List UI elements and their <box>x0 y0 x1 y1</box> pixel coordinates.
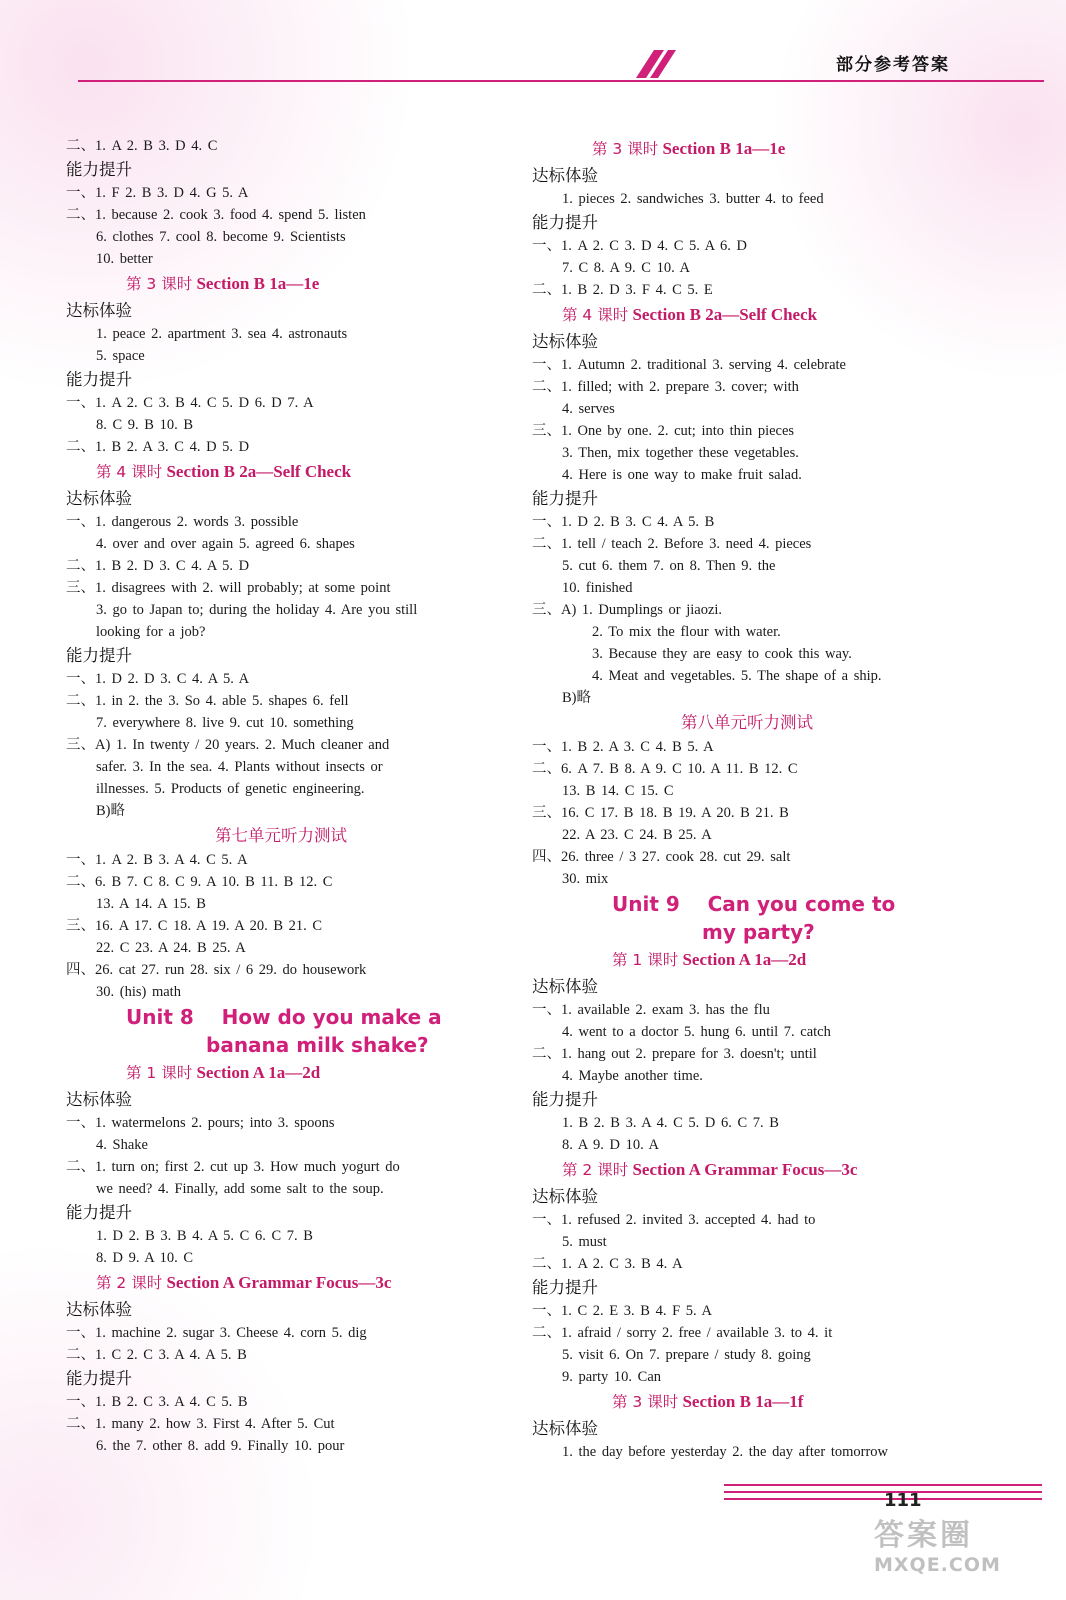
section-heading: 达标体验 <box>532 1419 598 1438</box>
answer-line: 一、1. watermelons 2. pours; into 3. spoons <box>66 1115 335 1131</box>
answer-line: 5. space <box>96 348 145 364</box>
answer-line: B)略 <box>562 690 591 706</box>
lesson-section: Section A 1a—2d <box>196 1063 321 1082</box>
answer-line: 二、1. afraid / sorry 2. free / available 3. to 4. it <box>532 1325 833 1341</box>
answer-line: 一、1. Autumn 2. traditional 3. serving 4. celebrate <box>532 357 846 373</box>
section-heading: 达标体验 <box>66 1090 132 1109</box>
answer-line: 7. C 8. A 9. C 10. A <box>562 260 691 276</box>
lesson-section: Section A 1a—2d <box>682 950 807 969</box>
footer-rules <box>724 1484 1042 1505</box>
lesson-section: Section B 2a—Self Check <box>166 462 352 481</box>
answer-line: 13. B 14. C 15. C <box>562 783 674 799</box>
answer-line: 二、6. A 7. B 8. A 9. C 10. A 11. B 12. C <box>532 761 798 777</box>
answer-line: 10. better <box>96 251 153 267</box>
answer-line: 8. C 9. B 10. B <box>96 417 194 433</box>
answer-line: 四、26. three / 3 27. cook 28. cut 29. salt <box>532 849 791 865</box>
lesson-section: Section B 2a—Self Check <box>632 305 818 324</box>
answer-line: 一、1. B 2. A 3. C 4. B 5. A <box>532 739 714 755</box>
answer-line: 6. the 7. other 8. add 9. Finally 10. pour <box>96 1438 345 1454</box>
answer-line: 5. must <box>562 1234 607 1250</box>
unit-title: banana milk shake? <box>206 1033 429 1057</box>
answer-line: 一、1. B 2. C 3. A 4. C 5. B <box>66 1394 248 1410</box>
answer-line: 三、A) 1. Dumplings or jiaozi. <box>532 602 723 618</box>
answer-line: we need? 4. Finally, add some salt to the soup. <box>96 1181 384 1197</box>
left-column <box>66 135 496 1457</box>
answer-line: 一、1. A 2. C 3. B 4. C 5. D 6. D 7. A <box>66 395 314 411</box>
lesson-section: Section A Grammar Focus—3c <box>166 1273 392 1292</box>
answer-line: 一、1. D 2. D 3. C 4. A 5. A <box>66 671 250 687</box>
answer-line: 13. A 14. A 15. B <box>96 896 206 912</box>
lesson-heading <box>532 135 962 163</box>
watermark-top-text: 答案圈 <box>874 1518 973 1553</box>
answer-line: 一、1. refused 2. invited 3. accepted 4. had to <box>532 1212 816 1228</box>
answer-line: safer. 3. In the sea. 4. Plants without insects or <box>96 759 383 775</box>
answer-line: 二、1. filled; with 2. prepare 3. cover; with <box>532 379 799 395</box>
answer-line: 4. went to a doctor 5. hung 6. until 7. catch <box>562 1024 831 1040</box>
answer-line: 5. visit 6. On 7. prepare / study 8. going <box>562 1347 811 1363</box>
answer-line: 二、1. tell / teach 2. Before 3. need 4. pieces <box>532 536 812 552</box>
answer-line: 4. over and over again 5. agreed 6. shapes <box>96 536 355 552</box>
answer-line: 一、1. D 2. B 3. C 4. A 5. B <box>532 514 715 530</box>
lesson-heading <box>66 458 496 486</box>
section-heading: 能力提升 <box>532 1090 598 1109</box>
answer-line: 22. C 23. A 24. B 25. A <box>96 940 246 956</box>
watermark-bottom-text: MXQE.COM <box>874 1554 1001 1576</box>
lesson-number: 第 1 课时 <box>612 951 679 969</box>
section-heading: 能力提升 <box>66 1203 132 1222</box>
answer-line: 二、1. turn on; first 2. cut up 3. How much yogurt do <box>66 1159 400 1175</box>
answer-line: 30. (his) math <box>96 984 181 1000</box>
answer-line: 30. mix <box>562 871 609 887</box>
answer-line: 一、1. F 2. B 3. D 4. G 5. A <box>66 185 249 201</box>
lesson-section: Section A Grammar Focus—3c <box>632 1160 858 1179</box>
answer-line: 22. A 23. C 24. B 25. A <box>562 827 712 843</box>
lesson-number: 第 3 课时 <box>612 1393 679 1411</box>
answer-line: 二、1. in 2. the 3. So 4. able 5. shapes 6. fell <box>66 693 349 709</box>
section-heading: 能力提升 <box>66 1369 132 1388</box>
answer-line: 6. clothes 7. cool 8. become 9. Scientists <box>96 229 346 245</box>
lesson-section: Section B 1a—1f <box>682 1392 804 1411</box>
section-heading: 达标体验 <box>532 977 598 996</box>
answer-line: 3. Then, mix together these vegetables. <box>562 445 799 461</box>
answer-line: 二、1. hang out 2. prepare for 3. doesn't; until <box>532 1046 817 1062</box>
lesson-heading <box>66 1059 496 1087</box>
answer-line: 三、16. A 17. C 18. A 19. A 20. B 21. C <box>66 918 323 934</box>
lesson-section: Section B 1a—1e <box>662 139 786 158</box>
section-heading: 达标体验 <box>532 1187 598 1206</box>
lesson-section: Section B 1a—1e <box>196 274 320 293</box>
section-heading: 能力提升 <box>66 646 132 665</box>
answer-line: 4. serves <box>562 401 615 417</box>
answer-line: 1. D 2. B 3. B 4. A 5. C 6. C 7. B <box>96 1228 313 1244</box>
answer-line: 4. Maybe another time. <box>562 1068 703 1084</box>
unit-title: Unit 9 Can you come to <box>612 892 896 916</box>
answer-line: 10. finished <box>562 580 633 596</box>
lesson-number: 第 4 课时 <box>96 463 163 481</box>
answer-line: 二、1. A 2. C 3. B 4. A <box>532 1256 683 1272</box>
answer-line: 二、1. B 2. A 3. C 4. D 5. D <box>66 439 250 455</box>
answer-line: 8. A 9. D 10. A <box>562 1137 660 1153</box>
answer-line: 四、26. cat 27. run 28. six / 6 29. do housework <box>66 962 367 978</box>
answer-line: 4. Meat and vegetables. 5. The shape of a ship. <box>592 668 882 684</box>
listening-test-heading: 第七单元听力测试 <box>215 826 347 845</box>
lesson-heading <box>532 1156 962 1184</box>
answer-line: illnesses. 5. Products of genetic engineering. <box>96 781 365 797</box>
section-heading: 达标体验 <box>532 166 598 185</box>
right-column <box>532 135 962 1463</box>
answer-line: 4. Shake <box>96 1137 148 1153</box>
section-heading: 能力提升 <box>532 213 598 232</box>
answer-line: 三、1. One by one. 2. cut; into thin pieces <box>532 423 795 439</box>
answer-line: 一、1. dangerous 2. words 3. possible <box>66 514 299 530</box>
answer-line: 二、1. B 2. D 3. F 4. C 5. E <box>532 282 713 298</box>
answer-line: 二、1. many 2. how 3. First 4. After 5. Cut <box>66 1416 335 1432</box>
section-heading: 能力提升 <box>532 489 598 508</box>
answer-line: 8. D 9. A 10. C <box>96 1250 194 1266</box>
lesson-heading <box>66 270 496 298</box>
section-heading: 达标体验 <box>66 301 132 320</box>
answer-line: B)略 <box>96 803 125 819</box>
answer-line: 1. pieces 2. sandwiches 3. butter 4. to feed <box>562 191 824 207</box>
answer-line: 三、A) 1. In twenty / 20 years. 2. Much cleaner and <box>66 737 390 753</box>
answer-line: 3. Because they are easy to cook this way. <box>592 646 852 662</box>
unit-title: my party? <box>702 920 815 944</box>
watermark-logo <box>874 1510 1046 1598</box>
answer-line: 一、1. available 2. exam 3. has the flu <box>532 1002 770 1018</box>
answer-line: 一、1. A 2. B 3. A 4. C 5. A <box>66 852 248 868</box>
header-slash-decoration <box>626 50 676 78</box>
lesson-heading <box>66 1269 496 1297</box>
unit-title: Unit 8 How do you make a <box>126 1005 442 1029</box>
answer-line: 2. To mix the flour with water. <box>592 624 781 640</box>
lesson-heading <box>532 946 962 974</box>
answer-line: 4. Here is one way to make fruit salad. <box>562 467 802 483</box>
lesson-number: 第 3 课时 <box>592 140 659 158</box>
answer-line: 一、1. C 2. E 3. B 4. F 5. A <box>532 1303 712 1319</box>
lesson-number: 第 4 课时 <box>562 306 629 324</box>
lesson-number: 第 1 课时 <box>126 1064 193 1082</box>
section-heading: 能力提升 <box>66 160 132 179</box>
answer-line: 9. party 10. Can <box>562 1369 662 1385</box>
answer-line: 二、1. A 2. B 3. D 4. C <box>66 138 218 154</box>
answer-line: 1. the day before yesterday 2. the day after tomorrow <box>562 1444 889 1460</box>
answer-line: 一、1. machine 2. sugar 3. Cheese 4. corn 5. dig <box>66 1325 367 1341</box>
lesson-number: 第 2 课时 <box>96 1274 163 1292</box>
answer-line: 3. go to Japan to; during the holiday 4. Are you still <box>96 602 418 618</box>
section-heading: 达标体验 <box>66 489 132 508</box>
section-heading: 达标体验 <box>532 332 598 351</box>
lesson-number: 第 2 课时 <box>562 1161 629 1179</box>
answer-line: 一、1. A 2. C 3. D 4. C 5. A 6. D <box>532 238 747 254</box>
answer-line: 1. peace 2. apartment 3. sea 4. astronauts <box>96 326 348 342</box>
header-title: 部分参考答案 <box>836 55 950 75</box>
section-heading: 达标体验 <box>66 1300 132 1319</box>
section-heading: 能力提升 <box>532 1278 598 1297</box>
answer-line: 三、1. disagrees with 2. will probably; at some point <box>66 580 391 596</box>
header-rule <box>78 80 1044 82</box>
answer-line: 二、1. B 2. D 3. C 4. A 5. D <box>66 558 250 574</box>
answer-line: looking for a job? <box>96 624 206 640</box>
section-heading: 能力提升 <box>66 370 132 389</box>
answer-line: 二、1. C 2. C 3. A 4. A 5. B <box>66 1347 247 1363</box>
answer-line: 5. cut 6. them 7. on 8. Then 9. the <box>562 558 776 574</box>
answer-line: 三、16. C 17. B 18. B 19. A 20. B 21. B <box>532 805 789 821</box>
lesson-heading <box>532 301 962 329</box>
answer-line: 二、6. B 7. C 8. C 9. A 10. B 11. B 12. C <box>66 874 333 890</box>
answer-line: 7. everywhere 8. live 9. cut 10. something <box>96 715 354 731</box>
listening-test-heading: 第八单元听力测试 <box>681 713 813 732</box>
lesson-number: 第 3 课时 <box>126 275 193 293</box>
lesson-heading <box>532 1388 962 1416</box>
answer-line: 1. B 2. B 3. A 4. C 5. D 6. C 7. B <box>562 1115 779 1131</box>
answer-line: 二、1. because 2. cook 3. food 4. spend 5. listen <box>66 207 366 223</box>
page-number: 111 <box>884 1490 922 1511</box>
